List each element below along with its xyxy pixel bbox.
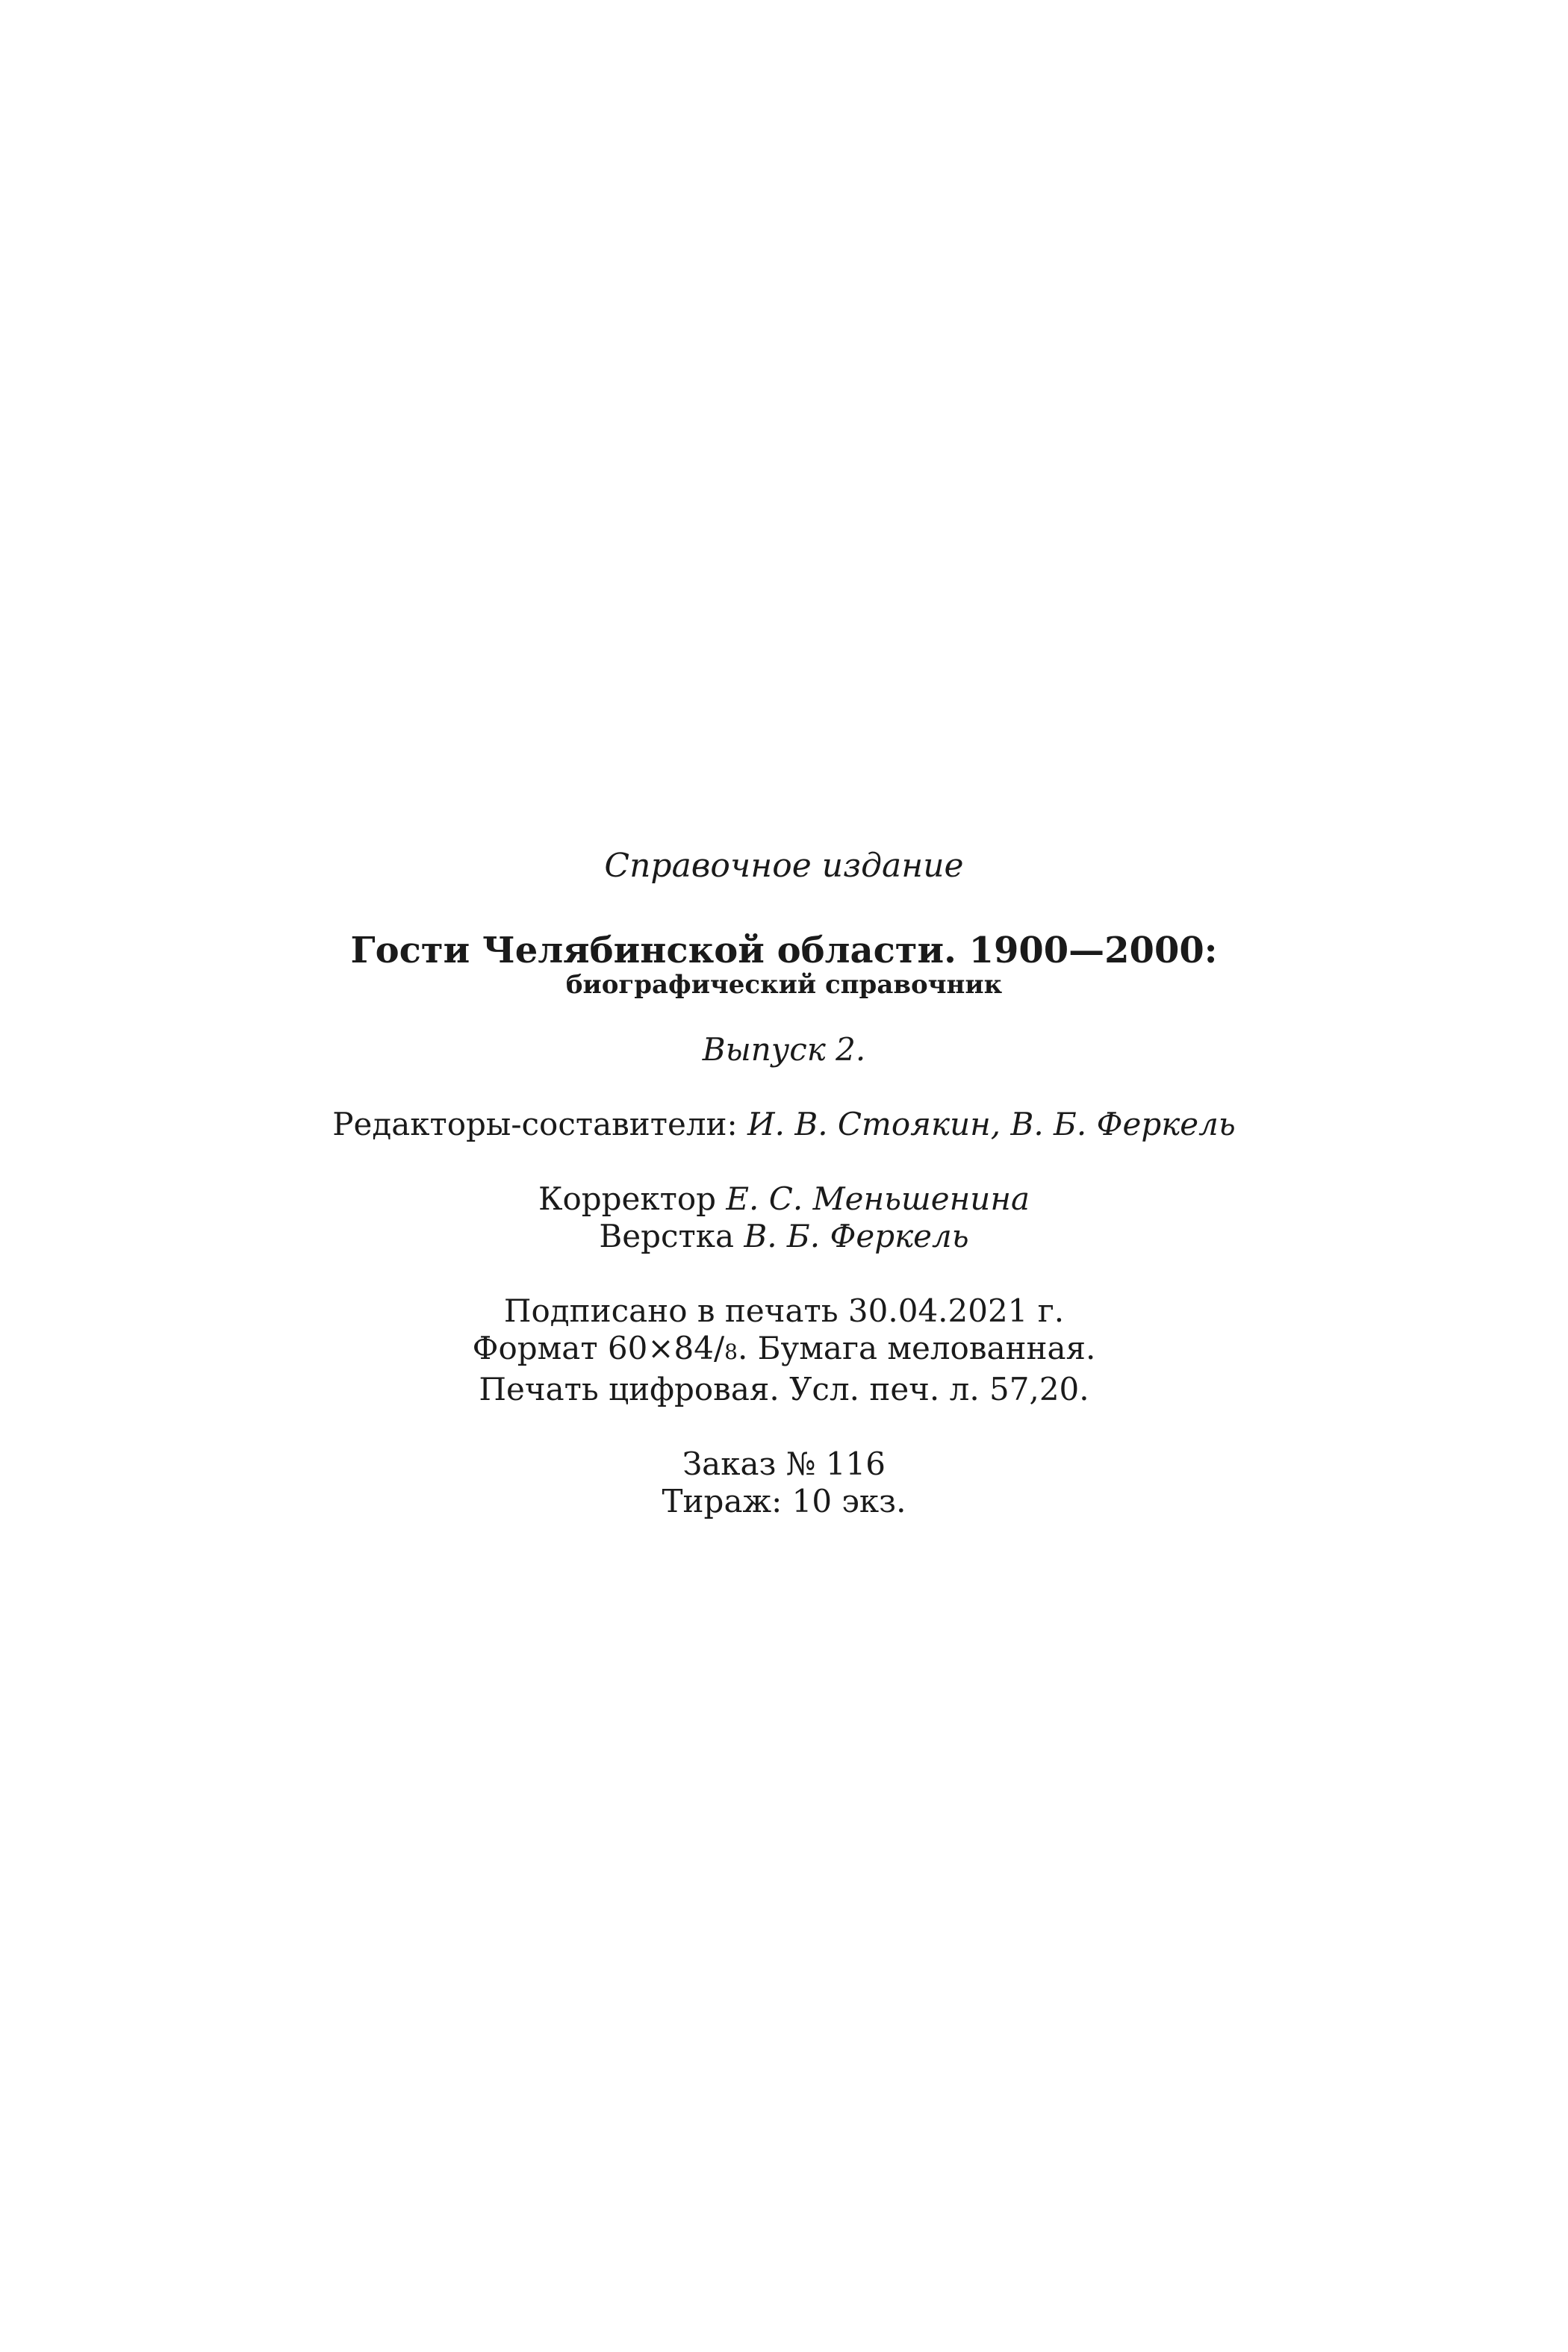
print-run: Тираж: 10 экз. <box>662 1483 906 1519</box>
print-details <box>0 1292 1568 1408</box>
layout-name: В. Б. Феркель <box>744 1218 969 1254</box>
printing-line: Печать цифровая. Усл. печ. л. 57,20. <box>479 1371 1089 1407</box>
issue-number: Выпуск 2. <box>702 1031 866 1068</box>
layout-line <box>0 1218 1568 1255</box>
editors-line <box>0 1106 1568 1143</box>
editors-names: И. В. Стоякин, В. Б. Феркель <box>747 1106 1236 1142</box>
layout-label: Верстка <box>599 1218 734 1254</box>
format-fraction: 8 <box>724 1340 738 1364</box>
format-suffix: . Бумага мелованная. <box>737 1330 1096 1366</box>
signed-for-print: Подписано в печать 30.04.2021 г. <box>503 1292 1065 1329</box>
proofreader-name: Е. С. Меньшенина <box>726 1180 1030 1217</box>
book-title: Гости Челябинской области. 1900—2000: <box>350 930 1218 971</box>
imprint-block <box>0 847 1568 1520</box>
order-details <box>0 1446 1568 1520</box>
staff-block <box>0 1180 1568 1255</box>
order-number: Заказ № 116 <box>682 1446 886 1482</box>
book-subtitle: биографический справочник <box>565 970 1003 1000</box>
proofreader-line <box>0 1180 1568 1218</box>
format-prefix: Формат 60×84/ <box>472 1330 725 1366</box>
editors-label: Редакторы-составители: <box>332 1106 738 1142</box>
proofreader-label: Корректор <box>538 1180 717 1217</box>
format-line <box>0 1330 1568 1371</box>
edition-type: Справочное издание <box>604 847 964 885</box>
